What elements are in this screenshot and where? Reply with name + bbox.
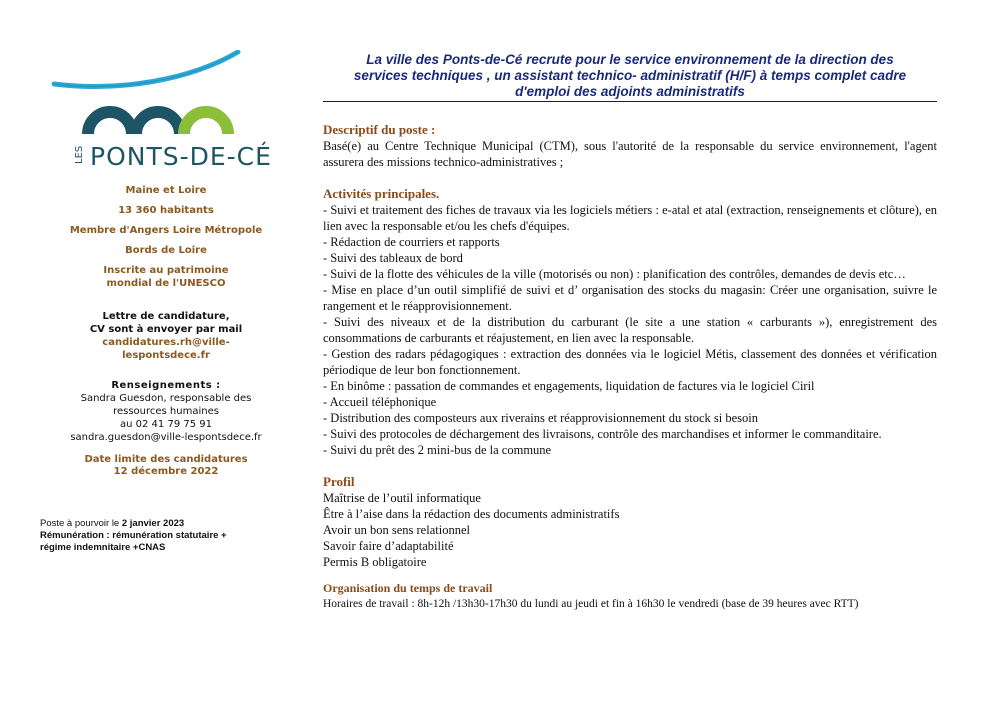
logo-text: PONTS-DE-CÉ xyxy=(90,142,272,171)
list-item: Maîtrise de l’outil informatique xyxy=(323,491,481,505)
list-item: - Mise en place d’un outil simplifié de suivi et d’ organisation des stocks du magasin: Créer une organisation, suivre le rangement et le réapprovisionnement. xyxy=(323,283,937,313)
list-item: - Gestion des radars pédagogiques : extraction des données via le logiciel Métis, classement des données et vérification périodique de leur bon fonctionnement. xyxy=(323,347,937,377)
job-title xyxy=(323,52,937,102)
poste-start xyxy=(40,518,300,530)
job-title-line2: services techniques , un assistant technico- administratif (H/F) à temps complet cadre xyxy=(353,68,907,83)
poste-remuneration-a: Rémunération : rémunération statutaire + xyxy=(40,530,227,541)
contact-line2: ressources humaines xyxy=(113,406,219,417)
organisation-text: Horaires de travail : 8h-12h /13h30-17h30 du lundi au jeudi et fin à 16h30 le vendredi (base de 39 heures avec RTT) xyxy=(323,598,859,610)
list-item: - Rédaction de courriers et rapports xyxy=(323,235,500,249)
poste-info xyxy=(40,518,300,554)
list-item: Avoir un bon sens relationnel xyxy=(323,523,470,537)
deadline-label: Date limite des candidatures xyxy=(84,454,248,465)
poste-remuneration-b: régime indemnitaire +CNAS xyxy=(40,542,166,553)
list-item: Être à l’aise dans la rédaction des documents administratifs xyxy=(323,507,620,521)
logo-vertical-text: LES xyxy=(74,145,85,164)
descriptif-heading: Descriptif du poste : xyxy=(323,122,436,137)
list-item: - Suivi des niveaux et de la distribution du carburant (le site a une station « carburants »), enregistrement des consommations de carburants et réajustement, en lien avec la responsable. xyxy=(323,315,937,345)
list-item: Savoir faire d’adaptabilité xyxy=(323,539,454,553)
info-unesco-b: mondial de l'UNESCO xyxy=(106,278,226,289)
activites-list xyxy=(323,202,937,458)
profil-list xyxy=(323,490,937,570)
info-loire: Bords de Loire xyxy=(125,245,207,256)
list-item: - Suivi et traitement des fiches de travaux via les logiciels métiers : e-atal et atal (extraction, renseignements et clôture), en lien avec la responsable et/ou les chefs d'équipes. xyxy=(323,203,937,233)
application-email-b[interactable]: lespontsdece.fr xyxy=(122,350,210,361)
city-logo xyxy=(40,50,292,170)
info-region: Maine et Loire xyxy=(125,185,207,196)
poste-prefix: Poste à pourvoir le xyxy=(40,518,122,529)
list-item: - En binôme : passation de commandes et engagements, liquidation de factures via le logiciel Ciril xyxy=(323,379,815,393)
sidebar xyxy=(40,50,292,478)
application-line2: CV sont à envoyer par mail xyxy=(89,324,243,335)
info-population: 13 360 habitants xyxy=(118,205,214,216)
contact-email[interactable]: sandra.guesdon@ville-lespontsdece.fr xyxy=(70,432,262,443)
list-item: - Suivi de la flotte des véhicules de la ville (motorisés ou non) : planification des contrôles, demandes de devis etc… xyxy=(323,267,906,281)
job-title-line3: d'emploi des adjoints administratifs xyxy=(515,84,745,99)
poste-date: 2 janvier 2023 xyxy=(121,518,185,529)
list-item: - Accueil téléphonique xyxy=(323,395,437,409)
logo-vertical-label xyxy=(66,134,90,166)
deadline-date: 12 décembre 2022 xyxy=(113,466,219,477)
contact-phone: au 02 41 79 75 91 xyxy=(120,419,212,430)
list-item: Permis B obligatoire xyxy=(323,555,427,569)
application-email-a[interactable]: candidatures.rh@ville- xyxy=(102,337,230,348)
profil-heading: Profil xyxy=(323,474,355,489)
activites-heading: Activités principales. xyxy=(323,186,440,201)
job-title-line1: La ville des Ponts-de-Cé recrute pour le service environnement de la direction des xyxy=(366,52,894,67)
contact-line1: Sandra Guesdon, responsable des xyxy=(80,393,252,404)
organisation-heading: Organisation du temps de travail xyxy=(323,581,493,595)
list-item: - Suivi du prêt des 2 mini-bus de la commune xyxy=(323,443,552,457)
info-unesco-a: Inscrite au patrimoine xyxy=(103,265,229,276)
list-item: - Suivi des tableaux de bord xyxy=(323,251,463,265)
list-item: - Suivi des protocoles de déchargement des livraisons, contrôle des marchandises et informer le commanditaire. xyxy=(323,427,882,441)
contact-heading: Renseignements : xyxy=(111,380,221,391)
descriptif-text: Basé(e) au Centre Technique Municipal (CTM), sous l'autorité de la responsable du service environnement, l'agent assurera des missions technico-administratives ; xyxy=(323,139,937,169)
list-item: - Distribution des composteurs aux riverains et réapprovisionnement du stock si besoin xyxy=(323,411,758,425)
application-line1: Lettre de candidature, xyxy=(102,311,230,322)
main-content xyxy=(323,52,937,612)
info-metropole: Membre d'Angers Loire Métropole xyxy=(69,225,263,236)
